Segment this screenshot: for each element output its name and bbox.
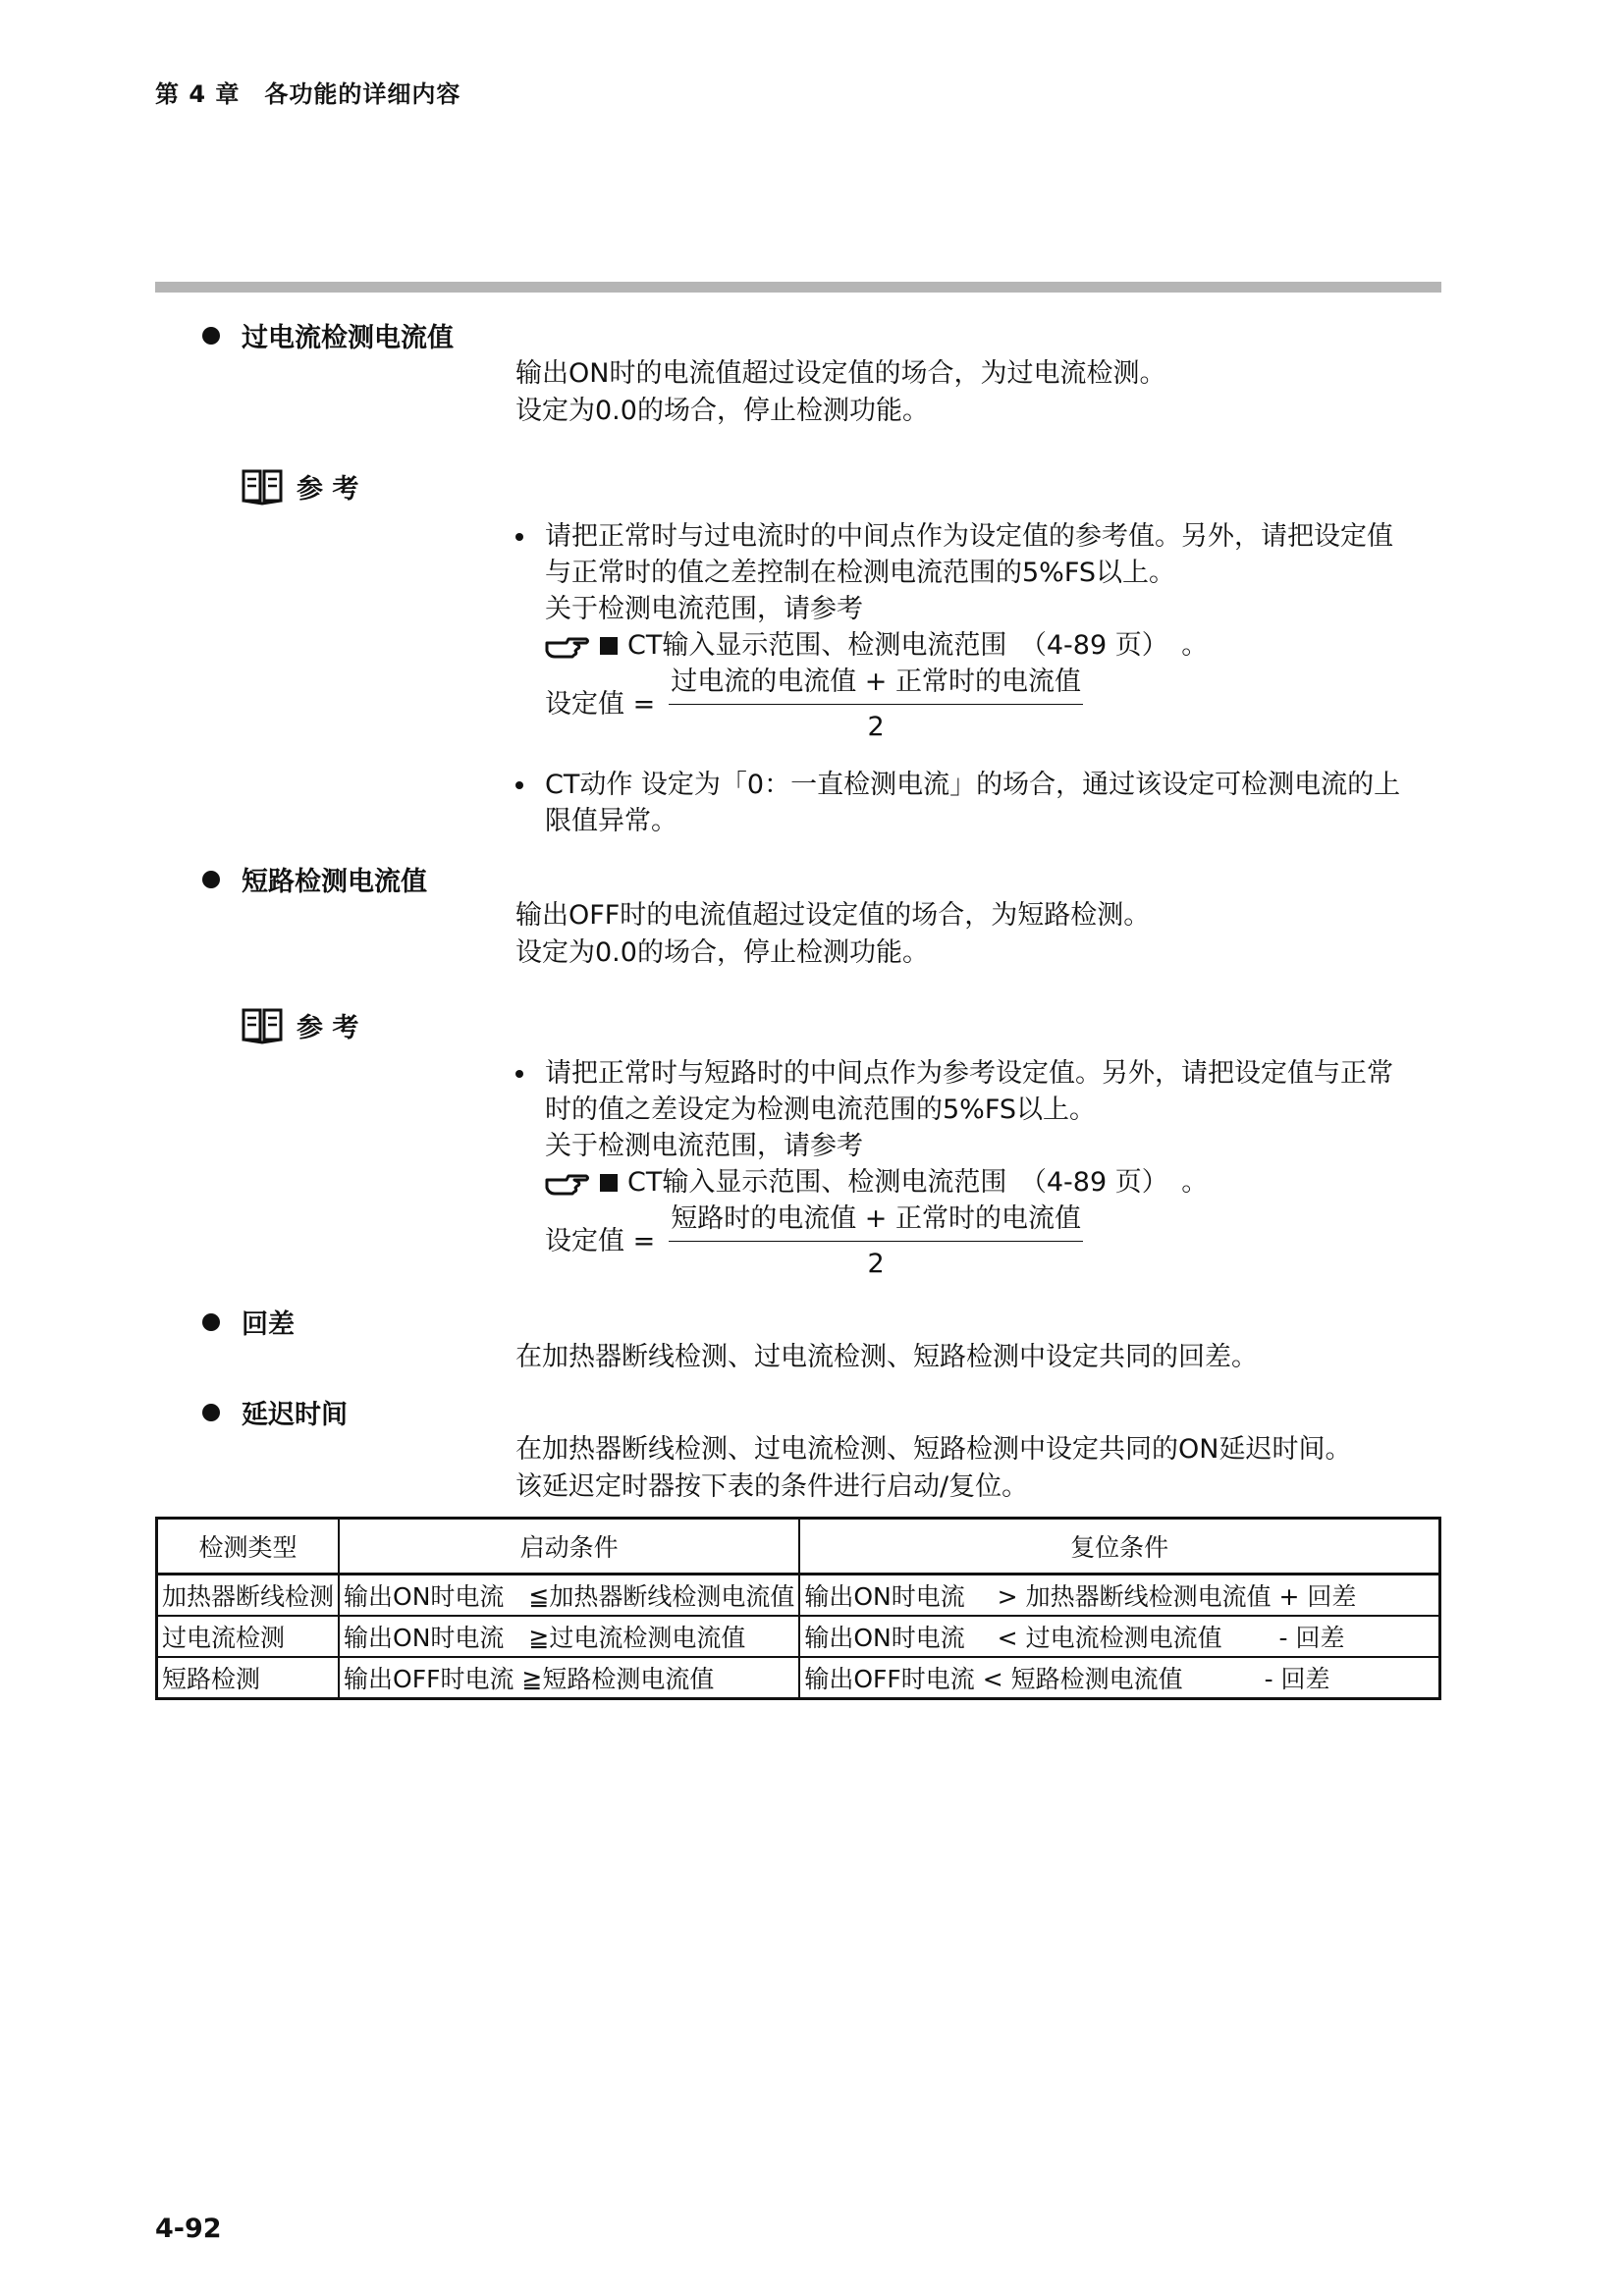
- section-title-text: 过电流检测电流值: [242, 323, 454, 353]
- bullet-icon: [202, 327, 220, 345]
- column-header: 复位条件: [799, 1519, 1439, 1575]
- chapter-header: 第 4 章 各功能的详细内容: [155, 80, 461, 108]
- section-title-shortcircuit: [202, 860, 427, 898]
- fraction-denominator: 2: [867, 1249, 885, 1279]
- table-cell: 输出OFF时电流 < 短路检测电流值 - 回差: [799, 1657, 1439, 1699]
- fraction-denominator: 2: [867, 712, 885, 742]
- table-cell: 过电流检测: [157, 1616, 340, 1657]
- bullet-icon: [202, 871, 220, 888]
- link-text: CT输入显示范围、检测电流范围 （4-89 页） 。: [627, 630, 1209, 661]
- text-line: 输出OFF时的电流值超过设定值的场合，为短路检测。: [515, 900, 1151, 931]
- formula: [545, 664, 1458, 745]
- fraction-numerator: 过电流的电流值 + 正常时的电流值: [669, 664, 1083, 705]
- text-line: 关于检测电流范围，请参考: [545, 594, 863, 624]
- delay-description: [515, 1431, 1351, 1506]
- pointing-hand-icon: [545, 1168, 590, 1198]
- link-text: CT输入显示范围、检测电流范围 （4-89 页） 。: [627, 1167, 1209, 1198]
- reference-heading: [242, 467, 358, 506]
- bullet-icon: [515, 781, 523, 789]
- text-line: 限值异常。: [545, 806, 677, 836]
- text-line: 在加热器断线检测、过电流检测、短路检测中设定共同的ON延迟时间。: [515, 1434, 1352, 1465]
- list-item: [515, 518, 1458, 745]
- cross-reference-link[interactable]: [545, 1164, 1458, 1201]
- bullet-icon: [515, 533, 523, 541]
- text-line: 关于检测电流范围，请参考: [545, 1131, 863, 1161]
- text-line: 在加热器断线检测、过电流检测、短路检测中设定共同的回差。: [515, 1342, 1258, 1372]
- table-row: [157, 1616, 1440, 1657]
- fraction-numerator: 短路时的电流值 + 正常时的电流值: [669, 1201, 1083, 1242]
- text-line: 请把正常时与短路时的中间点作为参考设定值。另外，请把设定值与正常: [545, 1058, 1393, 1089]
- delay-conditions-table: [155, 1517, 1441, 1700]
- bullet-icon: [202, 1404, 220, 1421]
- table-cell: 加热器断线检测: [157, 1575, 340, 1617]
- section-divider: [155, 282, 1441, 293]
- page-number: 4-92: [155, 2214, 222, 2244]
- shortcircuit-description: [515, 897, 1150, 972]
- overcurrent-description: [515, 355, 1165, 430]
- table-cell: 输出ON时电流 ≧过电流检测电流值: [339, 1616, 799, 1657]
- table-row: [157, 1657, 1440, 1699]
- table-header-row: [157, 1519, 1440, 1575]
- text-line: 与正常时的值之差控制在检测电流范围的5%FS以上。: [545, 558, 1176, 588]
- fraction: [669, 1201, 1083, 1282]
- column-header: 检测类型: [157, 1519, 340, 1575]
- section-title-hysteresis: [202, 1303, 295, 1341]
- table-cell: 输出ON时电流 ≦加热器断线检测电流值: [339, 1575, 799, 1617]
- hysteresis-description: [515, 1339, 1258, 1376]
- section-title-text: 短路检测电流值: [242, 867, 427, 897]
- formula-label: 设定值 =: [545, 1226, 656, 1256]
- book-icon: [242, 468, 283, 506]
- table-cell: 输出ON时电流 > 加热器断线检测电流值 + 回差: [799, 1575, 1439, 1617]
- reference-heading: [242, 1006, 358, 1044]
- section-title-text: 回差: [242, 1309, 295, 1340]
- text-line: 设定为0.0的场合，停止检测功能。: [515, 937, 929, 968]
- list-item: [515, 767, 1458, 839]
- section-title-text: 延迟时间: [242, 1400, 348, 1430]
- text-line: 时的值之差设定为检测电流范围的5%FS以上。: [545, 1095, 1097, 1125]
- section-title-overcurrent: [202, 316, 454, 354]
- reference-label: 参 考: [297, 1013, 359, 1043]
- pointing-hand-icon: [545, 631, 590, 661]
- text-line: CT动作 设定为「0：一直检测电流」的场合，通过该设定可检测电流的上: [545, 770, 1401, 800]
- bullet-icon: [202, 1313, 220, 1331]
- book-icon: [242, 1007, 283, 1044]
- text-line: 输出ON时的电流值超过设定值的场合，为过电流检测。: [515, 358, 1166, 389]
- text-line: 请把正常时与过电流时的中间点作为设定值的参考值。另外，请把设定值: [545, 521, 1393, 552]
- list-item: [515, 1055, 1458, 1282]
- cross-reference-link[interactable]: [545, 627, 1458, 664]
- table-cell: 输出OFF时电流 ≧短路检测电流值: [339, 1657, 799, 1699]
- table-row: [157, 1575, 1440, 1617]
- square-bullet-icon: [600, 1174, 618, 1192]
- square-bullet-icon: [600, 637, 618, 655]
- bullet-icon: [515, 1070, 523, 1078]
- text-line: 该延迟定时器按下表的条件进行启动/复位。: [515, 1471, 1029, 1502]
- reference-label: 参 考: [297, 474, 359, 505]
- table-cell: 输出ON时电流 < 过电流检测电流值 - 回差: [799, 1616, 1439, 1657]
- column-header: 启动条件: [339, 1519, 799, 1575]
- formula: [545, 1201, 1458, 1282]
- text-line: 设定为0.0的场合，停止检测功能。: [515, 396, 929, 426]
- section-title-delay: [202, 1393, 348, 1431]
- formula-label: 设定值 =: [545, 689, 656, 720]
- fraction: [669, 664, 1083, 745]
- table-cell: 短路检测: [157, 1657, 340, 1699]
